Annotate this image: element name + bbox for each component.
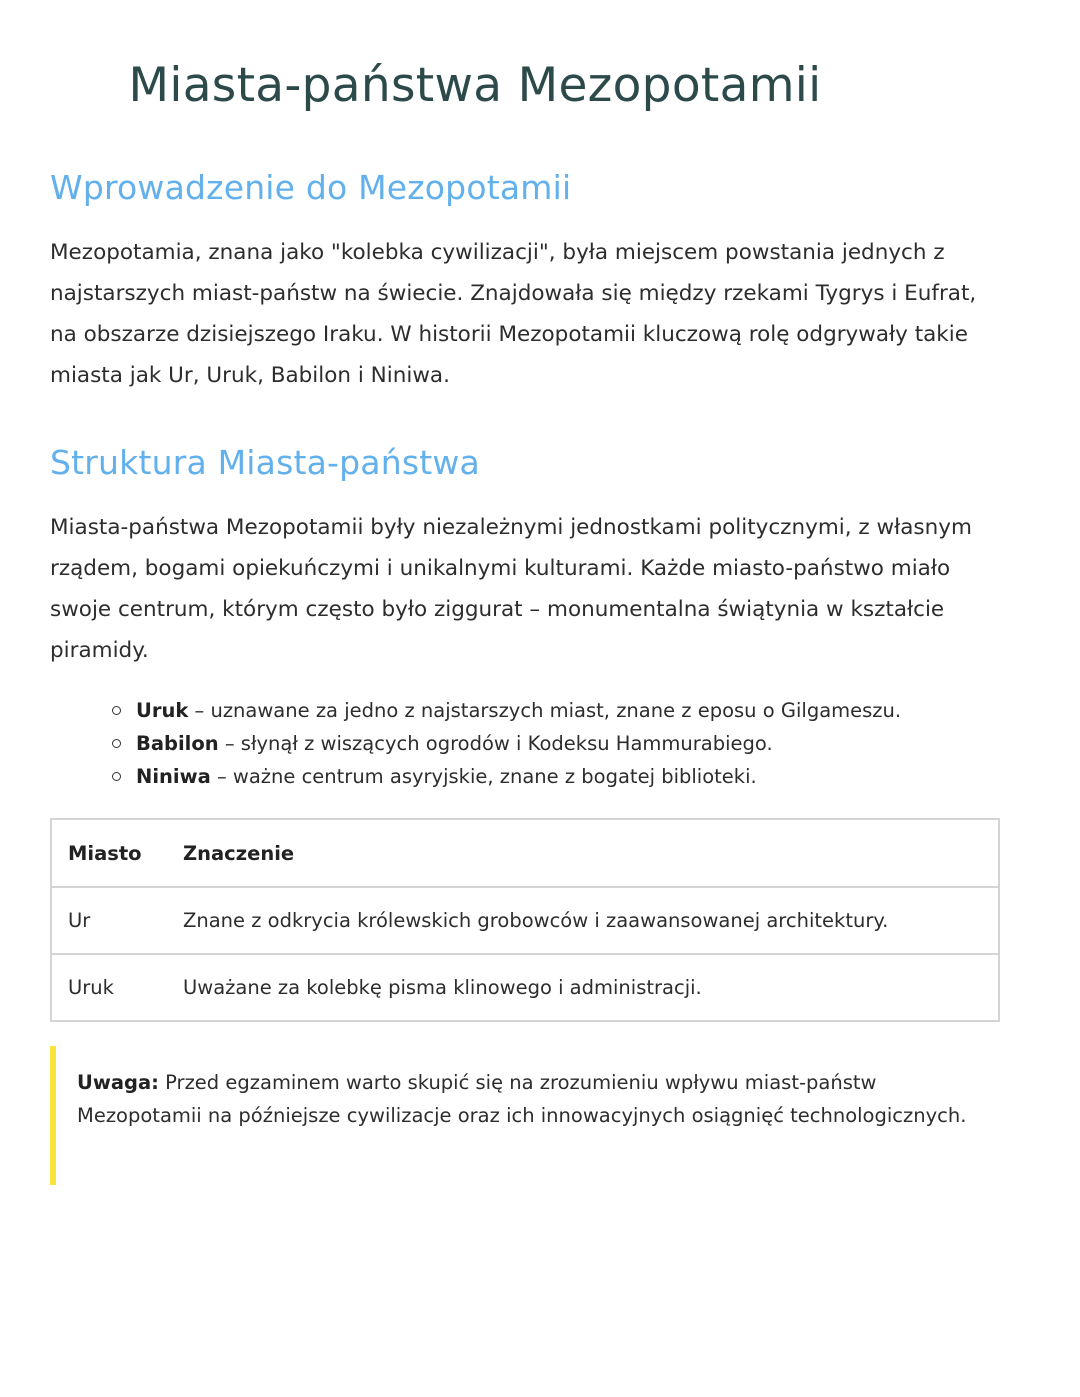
page-title: Miasta-państwa Mezopotamii	[128, 58, 822, 113]
list-item-term: Uruk	[136, 699, 189, 722]
note-text: Przed egzaminem warto skupić się na zrozumieniu wpływu miast-państw Mezopotamii na późniejsze cywilizacje oraz ich innowacyjnych osiągnięć technologicznych.	[77, 1071, 967, 1127]
hollow-circle-bullet-icon	[112, 706, 121, 715]
introduction-paragraph: Mezopotamia, znana jako "kolebka cywilizacji", była miejscem powstania jednych z najstarszych miast-państw na świecie. Znajdowała się między rzekami Tygrys i Eufrat, na obszarze dzisiejszego Iraku. W historii Mezopotamii kluczową rolę odgrywały takie miasta jak Ur, Uruk, Babilon i Niniwa.	[50, 240, 977, 388]
exam-note-callout	[50, 1046, 1000, 1185]
table-cell-city: Ur	[52, 887, 167, 954]
table-header-row	[52, 820, 998, 887]
column-header-significance: Znaczenie	[183, 841, 295, 865]
cities-table	[52, 820, 998, 1020]
city-bullet-list	[110, 694, 901, 793]
list-item	[110, 760, 901, 793]
list-item-text: – ważne centrum asyryjskie, znane z bogatej biblioteki.	[210, 765, 757, 788]
list-item-term: Niniwa	[136, 765, 211, 788]
table-row	[52, 954, 998, 1020]
note-label: Uwaga:	[77, 1071, 159, 1094]
section-heading-introduction: Wprowadzenie do Mezopotamii	[50, 168, 572, 207]
structure-paragraph: Miasta-państwa Mezopotamii były niezależnymi jednostkami politycznymi, z własnym rządem, bogami opiekuńczymi i unikalnymi kulturami. Każde miasto-państwo miało swoje centrum, którym często było ziggurat – monumentalna świątynia w kształcie piramidy.	[50, 515, 972, 663]
hollow-circle-bullet-icon	[112, 739, 121, 748]
list-item-text: – uznawane za jedno z najstarszych miast, znane z eposu o Gilgameszu.	[188, 699, 902, 722]
table-cell-significance: Uważane za kolebkę pisma klinowego i administracji.	[167, 954, 998, 1020]
list-item-term: Babilon	[136, 732, 219, 755]
section-heading-structure: Struktura Miasta-państwa	[50, 443, 480, 482]
list-item	[110, 727, 901, 760]
hollow-circle-bullet-icon	[112, 772, 121, 781]
list-item-text: – słynął z wiszących ogrodów i Kodeksu Hammurabiego.	[218, 732, 773, 755]
table-cell-significance: Znane z odkrycia królewskich grobowców i zaawansowanej architektury.	[167, 887, 998, 954]
list-item	[110, 694, 901, 727]
table-cell-city: Uruk	[52, 954, 167, 1020]
table-row	[52, 887, 998, 954]
cities-table-container	[50, 818, 1000, 1022]
column-header-city: Miasto	[68, 841, 142, 865]
